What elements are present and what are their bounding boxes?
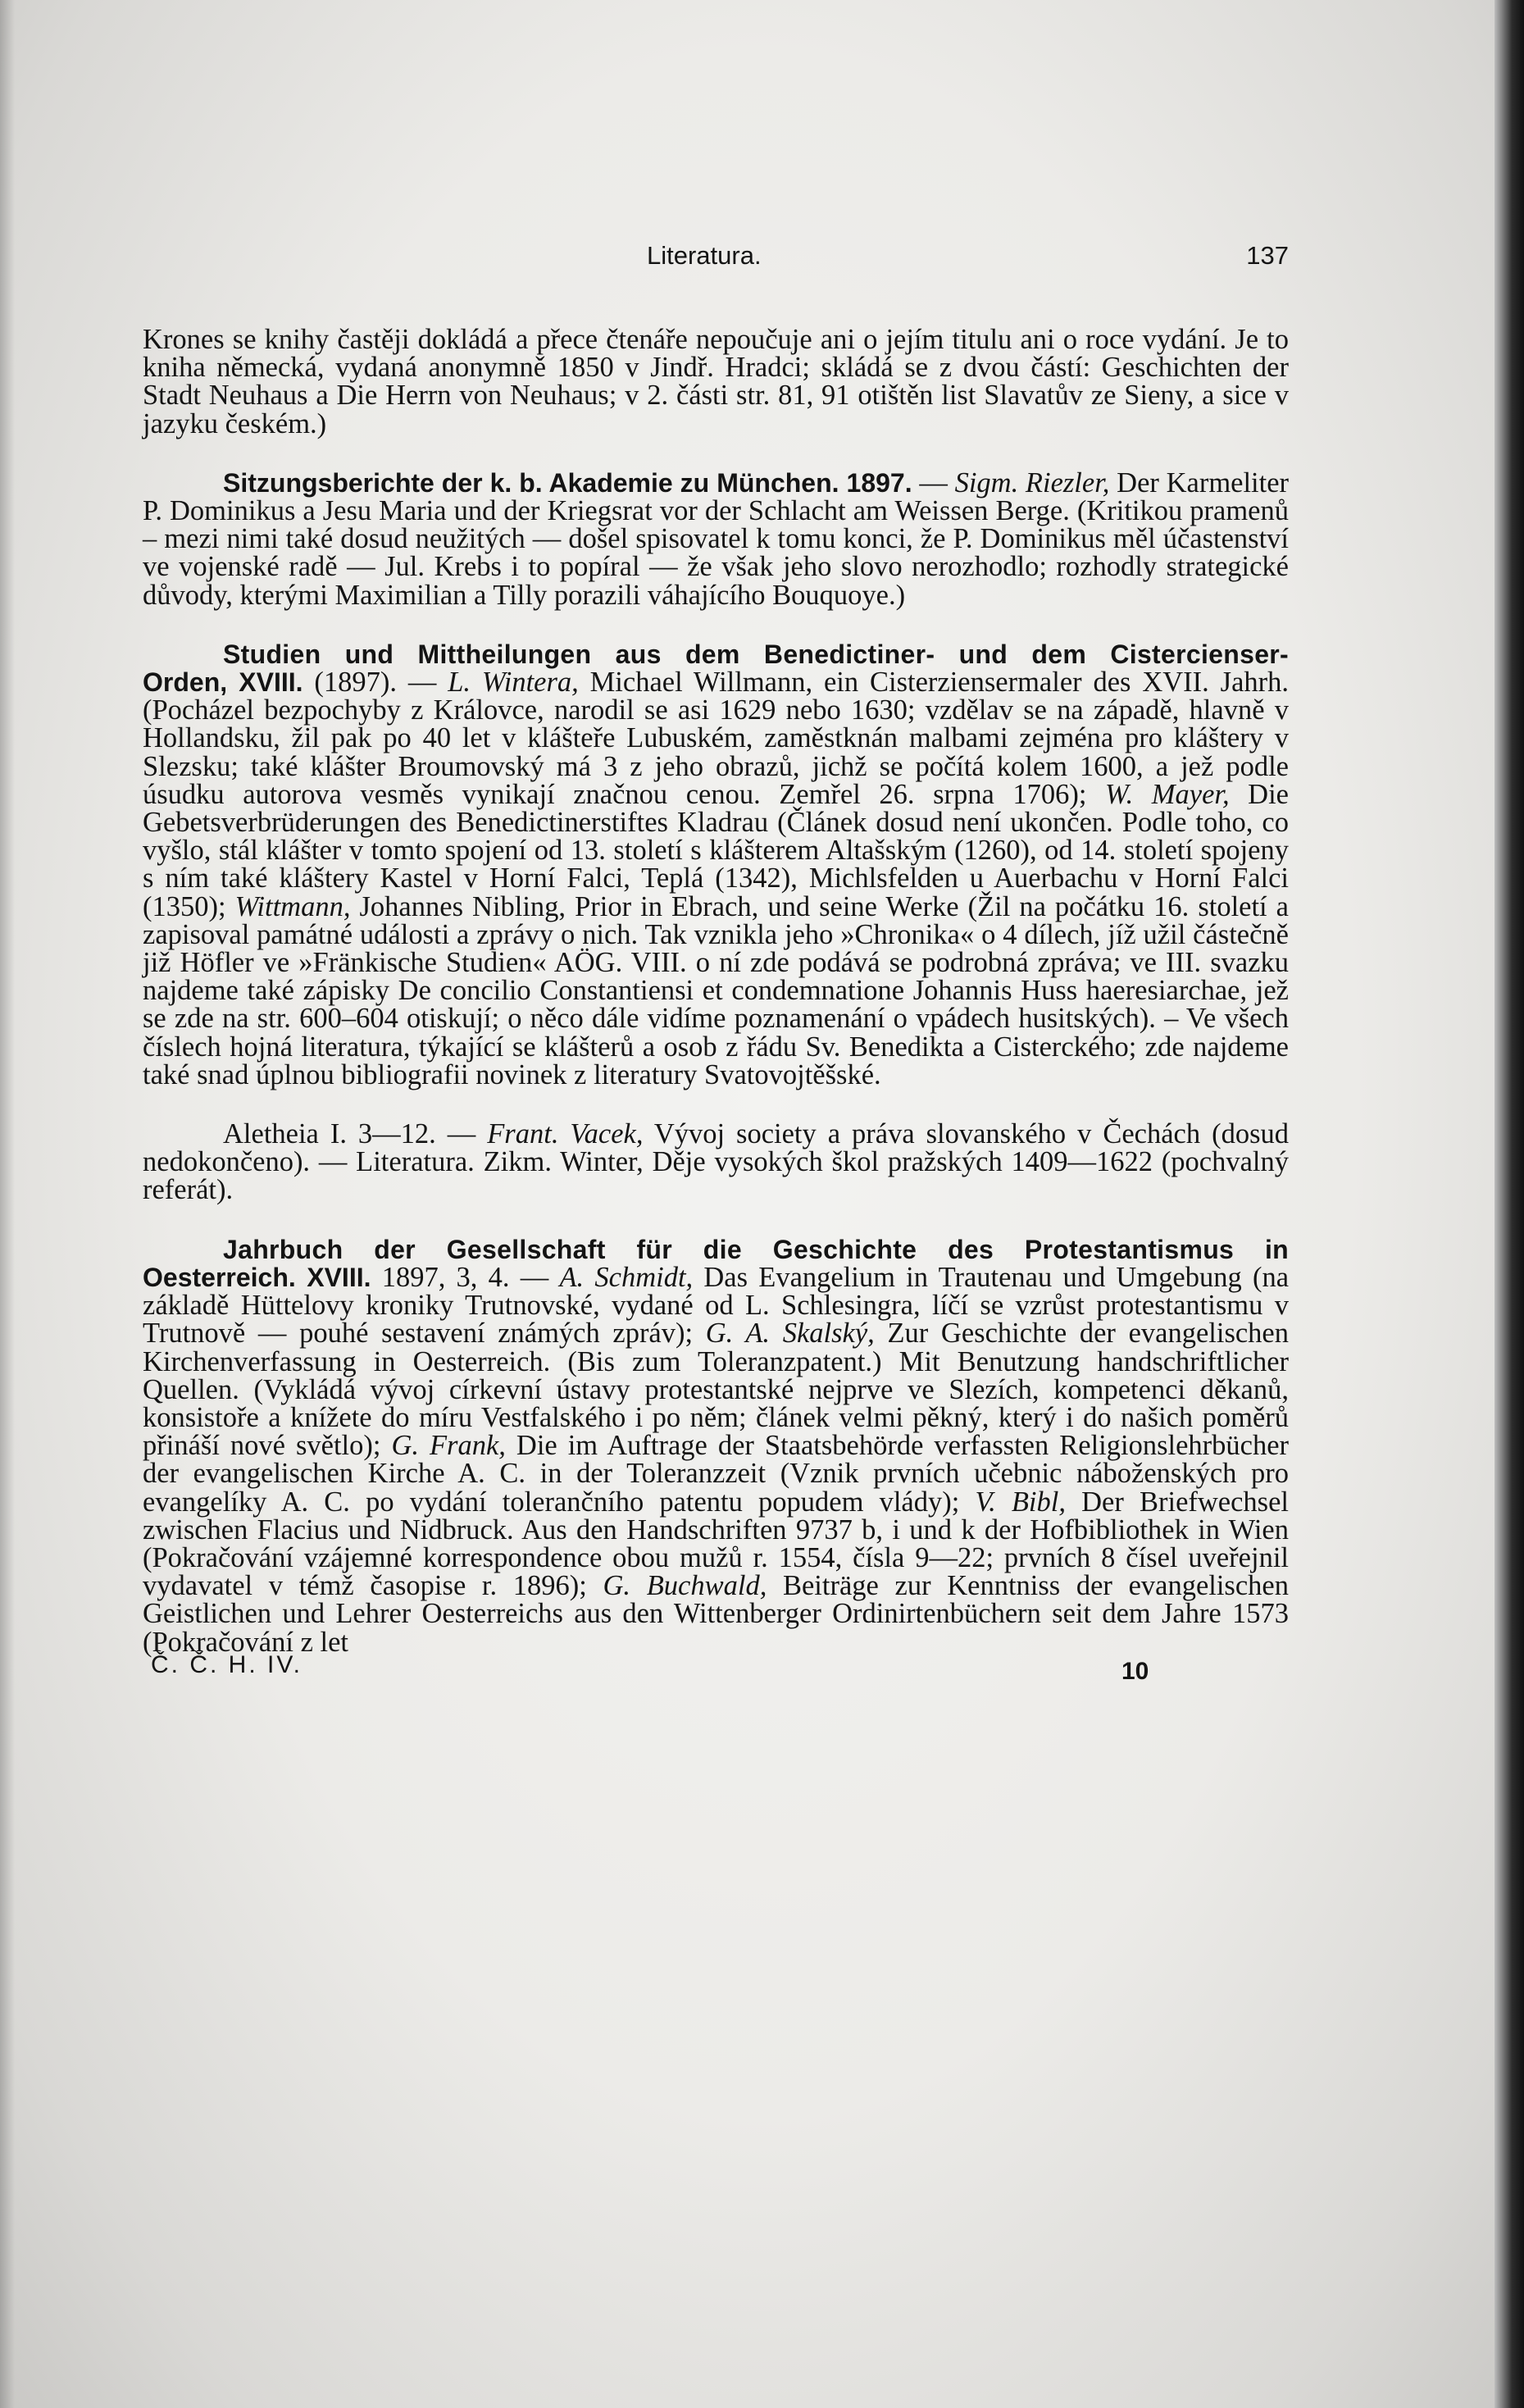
entry-author: Wittmann,: [234, 890, 351, 922]
signature-mark: Č. Č. H. IV.: [151, 1650, 303, 1678]
entry-body: Johannes Nibling, Prior in Ebrach, und seine Werke (Žil na počátku 16. století a zapisoval památné události a zprávy o nich. Tak vznikla jeho »Chronika« o 4 dílech, jíž užil částečně již Höfler ve »Fränkische Studien« AÖG. VIII. o ní zde podává se podrobná zpráva; ve III. svazku najdeme také zápisky De concilio Constantiensi et condemnatione Johannis Huss haeresiarchae, jež se zde na str. 600–604 otiskují; o něco dále vidíme poznamenání o vpádech husitských). – Ve všech číslech hojná literatura, týkající se klášterů a osob z řádu Sv. Benedikta a Cisterckého; zde najdeme také snad úplnou bibliografii novinek z literatury Svatovojtěšské.: [143, 890, 1289, 1090]
entry-year: 1897, 3, 4. —: [371, 1261, 560, 1293]
entry-journal-title-cont: Orden, XVIII.: [143, 667, 303, 698]
entry-author: A. Schmidt,: [559, 1261, 694, 1293]
entry-dash: —: [435, 1118, 488, 1150]
page-footer: [143, 1646, 1289, 1687]
entry-author: G. A. Skalský,: [705, 1318, 875, 1350]
book-spine-shadow: [1494, 0, 1524, 2408]
page-content: [143, 242, 1289, 1687]
entry-author: Sigm. Riezler,: [954, 467, 1110, 498]
entry-author: W. Mayer,: [1105, 778, 1230, 810]
entry-journal-title-cont: Oesterreich. XVIII.: [143, 1262, 371, 1292]
entry-journal-title: Sitzungsberichte der k. b. Akademie zu München. 1897.: [223, 467, 912, 498]
entry-body: Der Briefwechsel zwischen Flacius und Nidbruck. Aus den Handschriften 9737 b, i und k der Hofbibliothek in Wien (Pokračování vzájemné korrespondence obou mužů r. 1554, čísla 9—22; prvních 8 čísel uveřejnil vydavatel v témž časopise r. 1896);: [143, 1486, 1289, 1602]
entry-body: Das Evangelium in Trautenau und Umgebung (na základě Hüttelovy kroniky Trutnovské, vydané od L. Schlesingra, líčí se vzrůst protestantismu v Trutnově — pouhé sestavení známých zpráv);: [143, 1261, 1290, 1350]
entry-body: Michael Willmann, ein Cisterziensermaler des XVII. Jahrh. (Pocházel bezpochyby z Královce, narodil se asi 1629 nebo 1630; vzdělav se na západě, hlavně v Hollandsku, žil pak po 40 let v klášteře Lubuském, zaměstknán malbami zejména pro kláštery v Slezsku; také klášter Broumovský má 3 z jeho obrazů, jichž se počítá kolem 1600, a jež podle úsudku autorova vesměs vynikají značnou cenou. Zemřel 26. srpna 1706);: [143, 667, 1289, 810]
entry-author: Frant. Vacek,: [487, 1118, 644, 1150]
entry-body: Die im Auftrage der Staatsbehörde verfassten Religionslehrbücher der evangelischen Kirche A. C. in der Toleranzzeit (Vznik prvních učebnic náboženských pro evangelíky A. C. po vydání tolerančního patentu popudem vlády);: [143, 1430, 1289, 1518]
running-title: Literatura.: [647, 241, 762, 270]
entry-body: Vývoj society a práva slovanského v Čechách (dosud nedokončeno). — Literatura. Zikm. Winter, Děje vysokých škol pražských 1409—1622 (pochvalný referát).: [143, 1118, 1289, 1206]
entry-author: V. Bibl,: [975, 1486, 1066, 1518]
page-edge-shadow: [0, 0, 15, 2408]
entry-journal-title: Aletheia I. 3—12.: [223, 1118, 436, 1150]
entry-sitzungsberichte: [143, 469, 1289, 609]
entry-journal-title: Jahrbuch der Gesellschaft für die Geschichte des Protestantismus in: [223, 1234, 1289, 1264]
paragraph-krones: Krones se knihy častěji dokládá a přece čtenáře nepoučuje ani o jejím titulu ani o roce vydání. Je to kniha německá, vydaná anonymně 1850 v Jindř. Hradci; skládá se z dvou částí: Geschichten der Stadt Neuhaus a Die Herrn von Neuhaus; v 2. části str. 81, 91 otištěn list Slavatův ze Sieny, a sice v jazyku českém.): [143, 324, 1289, 439]
entry-aletheia: [143, 1120, 1289, 1204]
entry-body: Der Karmeliter P. Dominikus a Jesu Maria und der Kriegsrat vor der Schlacht am Weissen Berge. (Kritikou pramenů – mezi nimi také dosud neužitých — došel spisovatel k tomu konci, že P. Dominikus měl účastenství ve vojenské radě — Jul. Krebs i to popíral — že však jeho slovo nerozhodlo; rozhodly strategické důvody, kterými Maximilian a Tilly porazili váhajícího Bouquoye.): [143, 467, 1290, 611]
entry-dash: —: [912, 467, 955, 498]
entry-journal-title: Studien und Mittheilungen aus dem Benedictiner- und dem Cistercienser-: [223, 639, 1289, 669]
sheet-number: 10: [1121, 1657, 1149, 1685]
entry-studien-mittheilungen: [143, 640, 1289, 1089]
entry-body: Beiträge zur Kenntniss der evangelischen Geistlichen und Lehrer Oesterreichs aus den Wittenberger Ordinirtenbüchern seit dem Jahre 1573 (Pokračování z let: [143, 1570, 1289, 1658]
entry-author: G. Buchwald,: [603, 1570, 767, 1602]
entry-body: Die Gebetsverbrüderungen des Benedictinerstiftes Kladrau (Článek dosud není ukončen. Podle toho, co vyšlo, stál klášter v tomto spojení od 13. století s klášterem Altašským (1260), od 14. století spojeny s ním také kláštery Kastel v Horní Falci, Teplá (1342), Michlsfelden u Auerbachu v Horní Falci (1350);: [143, 778, 1289, 922]
entry-body: Zur Geschichte der evangelischen Kirchenverfassung in Oesterreich. (Bis zum Toleranzpatent.) Mit Benutzung handschriftlicher Quellen. (Vykládá vývoj církevní ústavy protestantské nejprve ve Slezích, kompetenci děkanů, konsistoře a knížete do míru Vestfalského i po něm; článek velmi pěkný, který i do našich poměrů přináší nové světlo);: [143, 1318, 1289, 1462]
entry-author: G. Frank,: [391, 1430, 506, 1462]
entry-author: L. Wintera,: [448, 667, 579, 699]
entry-year: (1897). —: [303, 667, 448, 699]
running-header: [143, 242, 1289, 275]
page-number: 137: [1246, 241, 1289, 270]
entry-jahrbuch-protestantismus: [143, 1236, 1289, 1656]
